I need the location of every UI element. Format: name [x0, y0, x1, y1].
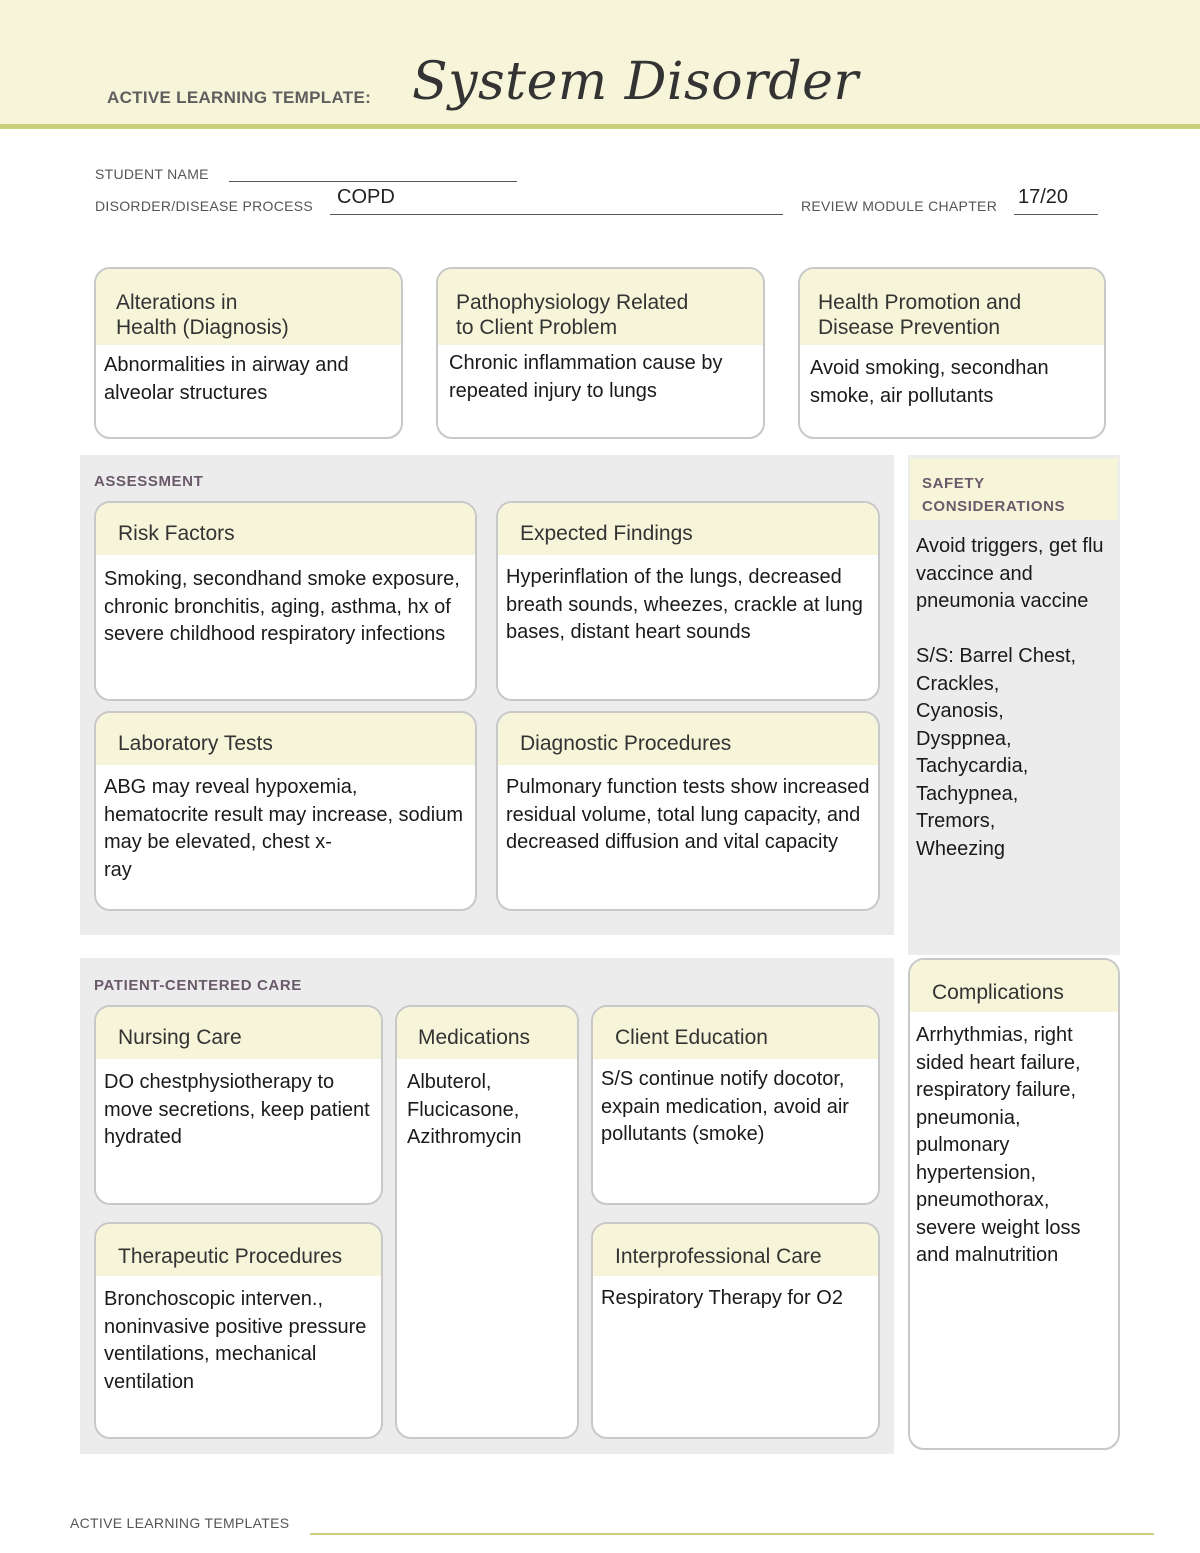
complications-text: Arrhythmias, right sided heart failure, respiratory failure, pneumonia, pulmonary hypertension, pneumothorax, severe weight loss and malnutrition [916, 1024, 1081, 1266]
complications-card [908, 958, 1120, 1450]
nursing-care-card [94, 1005, 383, 1205]
medications-text: Albuterol, Flucicasone, Azithromycin [407, 1071, 522, 1148]
therapeutic-procedures-title: Therapeutic Procedures [96, 1224, 381, 1276]
diagnostic-procedures-text: Pulmonary function tests show increased residual volume, total lung capacity, and decreased diffusion and vital capacity [506, 776, 870, 853]
complications-title: Complications [910, 960, 1118, 1012]
pathophysiology-text: Chronic inflammation cause by repeated injury to lungs [449, 352, 723, 402]
laboratory-tests-text: ABG may reveal hypoxemia, hematocrite result may increase, sodium may be elevated, chest x- ray [104, 776, 464, 881]
student-name-field[interactable] [229, 167, 517, 182]
pathophysiology-card [436, 267, 765, 439]
disorder-field[interactable] [330, 199, 783, 215]
header-rule [0, 124, 1200, 129]
student-name-label: STUDENT NAME [95, 166, 209, 182]
alterations-card [94, 267, 403, 439]
interprofessional-care-title: Interprofessional Care [593, 1224, 878, 1276]
disorder-label: DISORDER/DISEASE PROCESS [95, 198, 314, 214]
client-education-title: Client Education [593, 1007, 878, 1059]
health-promotion-title: Health Promotion and Disease Prevention [800, 269, 1104, 345]
client-education-text: S/S continue notify docotor, expain medication, avoid air pollutants (smoke) [601, 1068, 849, 1145]
medications-card [395, 1005, 579, 1439]
disorder-value: COPD [337, 186, 395, 208]
diagnostic-procedures-card [496, 711, 880, 911]
footer-text: ACTIVE LEARNING TEMPLATES [70, 1515, 290, 1531]
safety-title: SAFETY CONSIDERATIONS [922, 475, 1066, 515]
safety-text: Avoid triggers, get flu vaccince and pneumonia vaccine S/S: Barrel Chest, Crackles, Cyanosis, Dysppnea, Tachycardia, Tachypnea, Tremors, Wheezing [916, 535, 1104, 860]
nursing-care-title: Nursing Care [96, 1007, 381, 1059]
risk-factors-card [94, 501, 477, 701]
client-education-card [591, 1005, 880, 1205]
footer-rule [310, 1533, 1154, 1535]
page-title: System Disorder [412, 52, 859, 112]
chapter-label: REVIEW MODULE CHAPTER [801, 198, 998, 214]
laboratory-tests-title: Laboratory Tests [96, 713, 475, 765]
therapeutic-procedures-text: Bronchoscopic interven., noninvasive positive pressure ventilations, mechanical ventilation [104, 1288, 367, 1393]
expected-findings-card [496, 501, 880, 701]
expected-findings-text: Hyperinflation of the lungs, decreased breath sounds, wheezes, crackle at lung bases, distant heart sounds [506, 566, 863, 643]
risk-factors-text: Smoking, secondhand smoke exposure, chronic bronchitis, aging, asthma, hx of severe childhood respiratory infections [104, 568, 460, 645]
laboratory-tests-card [94, 711, 477, 911]
assessment-title: ASSESSMENT [94, 473, 204, 490]
health-promotion-card [798, 267, 1106, 439]
alterations-title: Alterations in Health (Diagnosis) [96, 269, 401, 345]
chapter-value: 17/20 [1018, 186, 1069, 208]
risk-factors-title: Risk Factors [96, 503, 475, 555]
health-promotion-text: Avoid smoking, secondhan smoke, air pollutants [810, 357, 1049, 407]
expected-findings-title: Expected Findings [498, 503, 878, 555]
alterations-text: Abnormalities in airway and alveolar structures [104, 354, 349, 404]
interprofessional-care-card [591, 1222, 880, 1439]
nursing-care-text: DO chestphysiotherapy to move secretions, keep patient hydrated [104, 1071, 370, 1148]
patient-care-title: PATIENT-CENTERED CARE [94, 977, 302, 994]
interprofessional-care-text: Respiratory Therapy for O2 [601, 1287, 843, 1309]
therapeutic-procedures-card [94, 1222, 383, 1439]
pathophysiology-title: Pathophysiology Related to Client Problem [438, 269, 763, 345]
template-label: ACTIVE LEARNING TEMPLATE: [107, 88, 372, 107]
medications-title: Medications [397, 1007, 577, 1059]
diagnostic-procedures-title: Diagnostic Procedures [498, 713, 878, 765]
